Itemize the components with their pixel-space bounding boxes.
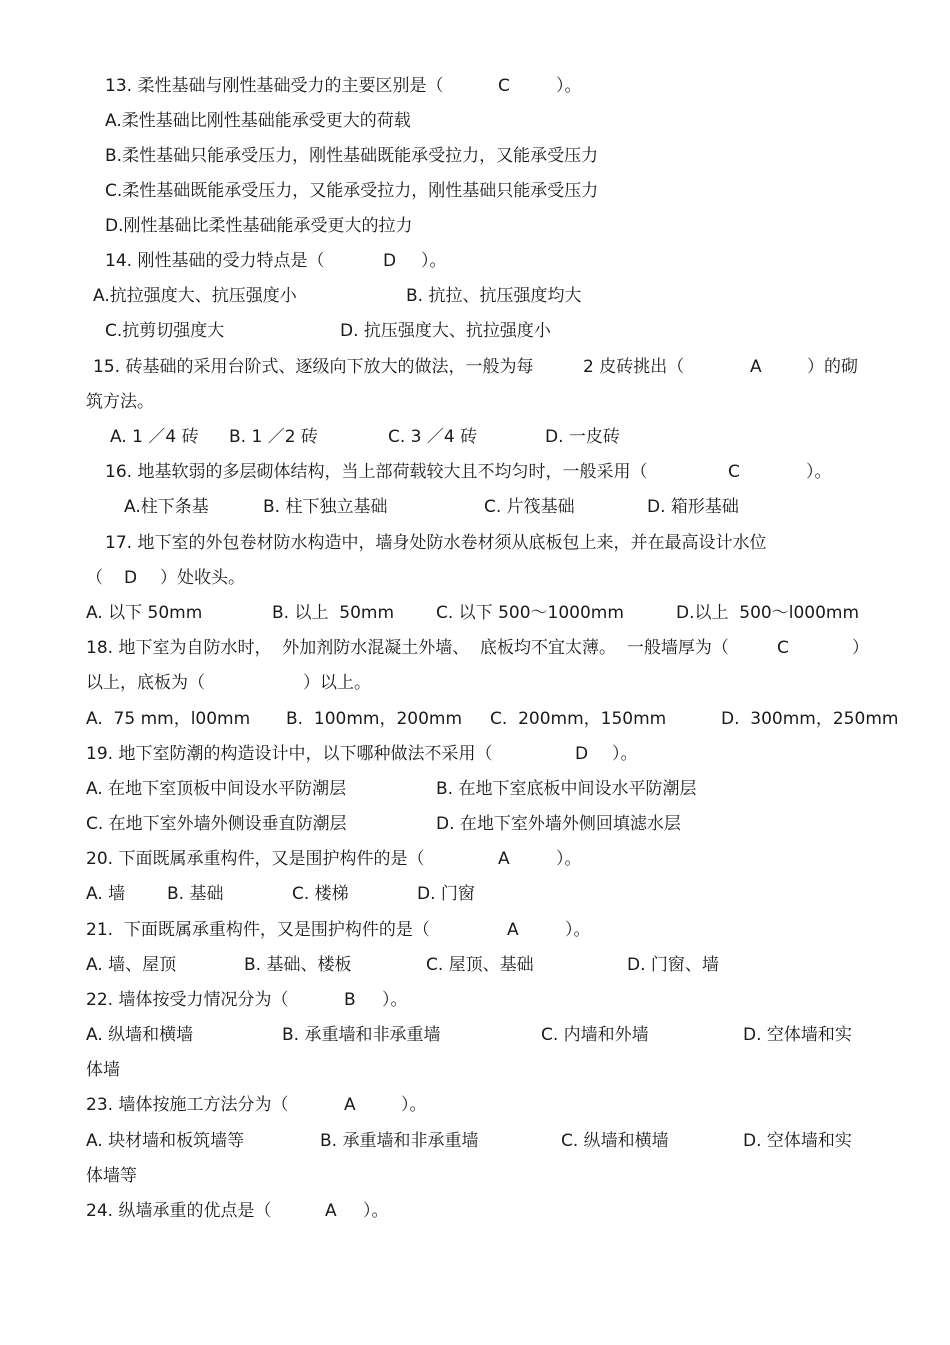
question-stem: 13. 柔性基础与刚性基础受力的主要区别是（	[105, 76, 444, 96]
option: A. 在地下室顶板中间设水平防潮层	[86, 779, 347, 799]
option: B. 抗拉、抗压强度均大	[406, 286, 582, 306]
option: B. 在地下室底板中间设水平防潮层	[436, 779, 697, 799]
option: B. 1 ／2 砖	[229, 427, 318, 447]
option: C. 在地下室外墙外侧设垂直防潮层	[86, 814, 347, 834]
question-close: ）。	[556, 849, 582, 869]
question-close: ）。	[806, 462, 832, 482]
option: B. 柱下独立基础	[263, 497, 388, 517]
question-close: ）。	[556, 76, 582, 96]
answer-letter: A	[325, 1201, 337, 1221]
option: A.柔性基础比刚性基础能承受更大的荷载	[105, 111, 411, 131]
option: D. 箱形基础	[647, 497, 739, 517]
option: A. 墙、屋顶	[86, 955, 177, 975]
question-close: ）的砌	[807, 357, 858, 377]
option: A. 块材墙和板筑墙等	[86, 1131, 245, 1151]
option: D.刚性基础比柔性基础能承受更大的拉力	[105, 216, 413, 236]
question-stem: 24. 纵墙承重的优点是（	[86, 1201, 272, 1221]
option: D.以上 500～l000mm	[676, 603, 860, 623]
option: D. 空体墙和实	[743, 1131, 852, 1151]
answer-letter: D	[383, 251, 397, 271]
option: B.柔性基础只能承受压力，刚性基础既能承受拉力，又能承受压力	[105, 146, 599, 166]
option: C. 片筏基础	[484, 497, 575, 517]
option: D. 空体墙和实	[743, 1025, 852, 1045]
question-close: ）。	[382, 990, 408, 1010]
question-stem-cont: 以上，底板为（	[86, 673, 205, 693]
question-stem: 15. 砖基础的采用台阶式、逐级向下放大的做法，一般为每	[93, 357, 534, 377]
option: D. 一皮砖	[545, 427, 620, 447]
option: B. 承重墙和非承重墙	[320, 1131, 479, 1151]
question-stem: 17. 地下室的外包卷材防水构造中，墙身处防水卷材须从底板包上来，并在最高设计水位	[105, 533, 767, 553]
option: A.柱下条基	[124, 497, 209, 517]
option: A. 以下 50mm	[86, 603, 203, 623]
question-close: ）	[852, 638, 869, 658]
answer-letter: A	[750, 357, 762, 377]
answer-letter: D	[124, 568, 138, 588]
question-close: ）。	[421, 251, 447, 271]
answer-letter: A	[507, 920, 519, 940]
option: C. 以下 500～1000mm	[436, 603, 624, 623]
option: D. 在地下室外墙外侧回填滤水层	[436, 814, 681, 834]
option: B. 基础、楼板	[244, 955, 352, 975]
question-close-2: ）以上。	[303, 673, 371, 693]
option: B. 以上 50mm	[272, 603, 395, 623]
option: C. 楼梯	[292, 884, 349, 904]
question-stem: 21. 下面既属承重构件，又是围护构件的是（	[86, 920, 430, 940]
question-close: ）。	[612, 744, 638, 764]
question-close: ）。	[363, 1201, 389, 1221]
option-wrap: 体墙等	[86, 1166, 137, 1186]
option: B. 基础	[167, 884, 224, 904]
question-stem: 22. 墙体按受力情况分为（	[86, 990, 289, 1010]
answer-letter: A	[344, 1095, 356, 1115]
option: A. 墙	[86, 884, 126, 904]
question-close: ）。	[401, 1095, 427, 1115]
option: D. 300mm，250mm	[721, 709, 899, 729]
option-wrap: 体墙	[86, 1060, 120, 1080]
option: D. 抗压强度大、抗拉强度小	[340, 321, 551, 341]
option: C. 内墙和外墙	[541, 1025, 649, 1045]
question-stem-cont: 筑方法。	[86, 392, 154, 412]
option: C.柔性基础既能承受压力，又能承受拉力，刚性基础只能承受压力	[105, 181, 599, 201]
option: A.抗拉强度大、抗压强度小	[93, 286, 297, 306]
option: C. 屋顶、基础	[426, 955, 534, 975]
option: A. 1 ／4 砖	[110, 427, 199, 447]
option: C. 200mm，150mm	[490, 709, 667, 729]
question-close: ）。	[565, 920, 591, 940]
question-stem: 14. 刚性基础的受力特点是（	[105, 251, 325, 271]
option: C.抗剪切强度大	[105, 321, 225, 341]
question-close: ）处收头。	[160, 568, 245, 588]
question-stem: 18. 地下室为自防水时， 外加剂防水混凝土外墙、 底板均不宜太薄。 一般墙厚为（	[86, 638, 729, 658]
option: D. 门窗	[417, 884, 475, 904]
answer-letter: A	[498, 849, 510, 869]
option: C. 3 ／4 砖	[388, 427, 478, 447]
question-stem: 20. 下面既属承重构件，又是围护构件的是（	[86, 849, 425, 869]
answer-letter: C	[728, 462, 740, 482]
option: D. 门窗、墙	[627, 955, 719, 975]
option: B. 承重墙和非承重墙	[282, 1025, 441, 1045]
answer-letter: D	[575, 744, 589, 764]
option: A. 纵墙和横墙	[86, 1025, 194, 1045]
answer-letter: B	[344, 990, 356, 1010]
question-stem: 23. 墙体按施工方法分为（	[86, 1095, 289, 1115]
answer-letter: C	[777, 638, 789, 658]
question-stem: 19. 地下室防潮的构造设计中，以下哪种做法不采用（	[86, 744, 493, 764]
question-open: （	[86, 568, 103, 588]
option: B. 100mm，200mm	[286, 709, 463, 729]
option: C. 纵墙和横墙	[561, 1131, 669, 1151]
option: A. 75 mm，l00mm	[86, 709, 251, 729]
question-stem-mid: 2 皮砖挑出（	[583, 357, 685, 377]
answer-letter: C	[498, 76, 510, 96]
question-stem: 16. 地基软弱的多层砌体结构，当上部荷载较大且不均匀时，一般采用（	[105, 462, 648, 482]
